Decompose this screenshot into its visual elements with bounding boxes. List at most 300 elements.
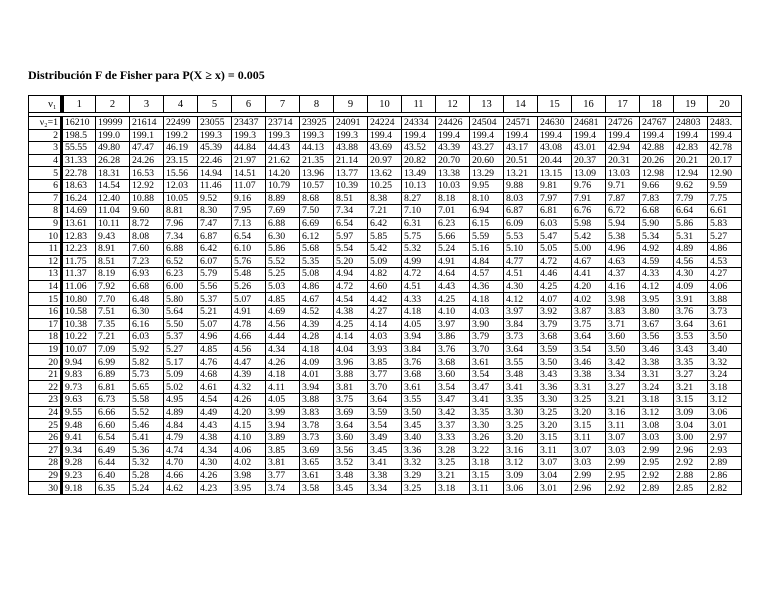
row-header-df2: 21: [29, 368, 62, 381]
table-cell: 10.39: [334, 179, 368, 192]
table-cell: 3.67: [640, 318, 674, 331]
table-cell: 6.31: [402, 217, 436, 230]
table-cell: 3.12: [504, 457, 538, 470]
table-cell: 4.54: [334, 293, 368, 306]
table-cell: 14.51: [232, 167, 266, 180]
table-cell: 3.21: [674, 381, 708, 394]
table-cell: 9.62: [674, 179, 708, 192]
table-cell: 6.54: [232, 230, 266, 243]
table-cell: 10.57: [300, 179, 334, 192]
table-cell: 3.54: [572, 343, 606, 356]
column-header-df1: 4: [164, 96, 198, 113]
table-cell: 4.72: [402, 268, 436, 281]
table-cell: 5.00: [572, 242, 606, 255]
table-cell: 3.76: [436, 343, 470, 356]
table-cell: 5.73: [130, 368, 164, 381]
table-cell: 23714: [266, 117, 300, 130]
table-cell: 4.52: [300, 305, 334, 318]
table-row: [29, 192, 742, 205]
table-cell: 8.91: [96, 242, 130, 255]
table-cell: 3.61: [470, 356, 504, 369]
table-cell: 14.94: [198, 167, 232, 180]
table-cell: 4.28: [300, 331, 334, 344]
table-cell: 20.51: [504, 154, 538, 167]
table-cell: 5.02: [164, 381, 198, 394]
table-cell: 199.4: [640, 129, 674, 142]
table-cell: 3.00: [674, 431, 708, 444]
table-cell: 6.54: [96, 431, 130, 444]
table-cell: 3.89: [266, 431, 300, 444]
table-row: [29, 305, 742, 318]
table-row: [29, 331, 742, 344]
table-cell: 3.61: [402, 381, 436, 394]
table-cell: 3.07: [606, 431, 640, 444]
table-cell: 199.4: [538, 129, 572, 142]
table-cell: 13.77: [334, 167, 368, 180]
table-cell: 6.60: [96, 419, 130, 432]
table-row: [29, 242, 742, 255]
corner-label: ν₁: [29, 96, 62, 113]
table-cell: 5.32: [402, 242, 436, 255]
table-cell: 7.60: [130, 242, 164, 255]
table-cell: 7.21: [96, 331, 130, 344]
table-cell: 4.64: [436, 268, 470, 281]
table-cell: 9.63: [62, 394, 96, 407]
table-cell: 5.54: [334, 242, 368, 255]
table-cell: 3.21: [606, 394, 640, 407]
table-cell: 14.54: [96, 179, 130, 192]
table-cell: 5.34: [640, 230, 674, 243]
table-cell: 5.10: [504, 242, 538, 255]
table-cell: 3.18: [708, 381, 742, 394]
table-cell: 3.83: [606, 305, 640, 318]
table-cell: 4.70: [164, 457, 198, 470]
table-cell: 199.1: [130, 129, 164, 142]
table-cell: 3.38: [368, 469, 402, 482]
table-cell: 9.43: [96, 230, 130, 243]
table-cell: 2.96: [674, 444, 708, 457]
table-cell: 4.14: [334, 331, 368, 344]
table-cell: 3.30: [470, 419, 504, 432]
table-cell: 4.60: [368, 280, 402, 293]
row-header-df2: 5: [29, 167, 62, 180]
table-cell: 4.67: [300, 293, 334, 306]
table-cell: 12.40: [96, 192, 130, 205]
table-cell: 5.83: [708, 217, 742, 230]
table-cell: 4.39: [300, 318, 334, 331]
table-cell: 5.56: [198, 280, 232, 293]
table-cell: 3.85: [368, 356, 402, 369]
table-cell: 10.38: [62, 318, 96, 331]
row-header-df2: 26: [29, 431, 62, 444]
table-cell: 3.04: [674, 419, 708, 432]
table-cell: 9.48: [62, 419, 96, 432]
column-header-df1: 8: [300, 96, 334, 113]
table-cell: 3.36: [402, 444, 436, 457]
table-cell: 3.29: [402, 469, 436, 482]
table-cell: 199.4: [606, 129, 640, 142]
column-header-df1: 11: [402, 96, 436, 113]
row-header-df2: 27: [29, 444, 62, 457]
table-cell: 3.07: [538, 457, 572, 470]
table-cell: 20.17: [708, 154, 742, 167]
table-cell: 3.81: [266, 457, 300, 470]
table-cell: 3.94: [402, 331, 436, 344]
table-cell: 4.20: [572, 280, 606, 293]
table-cell: 4.18: [300, 343, 334, 356]
table-cell: 3.11: [606, 419, 640, 432]
table-row: [29, 431, 742, 444]
row-header-df2: 10: [29, 230, 62, 243]
table-cell: 7.01: [436, 205, 470, 218]
table-cell: 7.09: [96, 343, 130, 356]
table-cell: 4.68: [198, 368, 232, 381]
table-cell: 6.99: [96, 356, 130, 369]
table-row: [29, 482, 742, 495]
table-cell: 10.79: [266, 179, 300, 192]
row-header-df2: 24: [29, 406, 62, 419]
table-cell: 7.83: [640, 192, 674, 205]
row-header-df2: 16: [29, 305, 62, 318]
table-cell: 6.07: [198, 255, 232, 268]
table-cell: 2.99: [606, 457, 640, 470]
table-cell: 3.09: [674, 406, 708, 419]
column-header-df1: 20: [708, 96, 742, 113]
table-cell: 10.05: [164, 192, 198, 205]
table-cell: 12.90: [708, 167, 742, 180]
table-cell: 3.64: [572, 331, 606, 344]
table-cell: 4.49: [198, 406, 232, 419]
table-cell: 2.82: [708, 482, 742, 495]
table-cell: 3.38: [572, 368, 606, 381]
table-cell: 4.79: [164, 431, 198, 444]
table-cell: 199.3: [300, 129, 334, 142]
table-cell: 3.30: [538, 394, 572, 407]
row-header-df2: 22: [29, 381, 62, 394]
row-header-df2: 30: [29, 482, 62, 495]
table-cell: 3.69: [300, 444, 334, 457]
table-cell: 4.10: [436, 305, 470, 318]
table-cell: 44.43: [266, 142, 300, 155]
table-cell: 6.48: [130, 293, 164, 306]
table-cell: 4.09: [300, 356, 334, 369]
table-cell: 4.92: [640, 242, 674, 255]
table-cell: 6.52: [164, 255, 198, 268]
table-cell: 4.25: [538, 280, 572, 293]
table-cell: 2483.: [708, 117, 742, 130]
table-cell: 4.51: [504, 268, 538, 281]
table-cell: 3.01: [708, 419, 742, 432]
table-cell: 5.48: [232, 268, 266, 281]
table-cell: 3.15: [470, 469, 504, 482]
table-cell: 6.09: [504, 217, 538, 230]
table-cell: 9.73: [62, 381, 96, 394]
table-cell: 5.26: [232, 280, 266, 293]
table-cell: 3.40: [708, 343, 742, 356]
table-cell: 20.82: [402, 154, 436, 167]
table-cell: 9.88: [504, 179, 538, 192]
table-cell: 3.98: [606, 293, 640, 306]
table-cell: 199.4: [470, 129, 504, 142]
table-cell: 3.07: [572, 444, 606, 457]
table-cell: 10.07: [62, 343, 96, 356]
column-header-df1: 2: [96, 96, 130, 113]
table-cell: 9.34: [62, 444, 96, 457]
table-cell: 3.87: [572, 305, 606, 318]
table-cell: 7.23: [130, 255, 164, 268]
table-cell: 3.31: [640, 368, 674, 381]
table-row: [29, 394, 742, 407]
table-cell: 13.38: [436, 167, 470, 180]
table-cell: 21614: [130, 117, 164, 130]
table-cell: 5.85: [368, 230, 402, 243]
table-cell: 42.94: [606, 142, 640, 155]
row-header-df2: 18: [29, 331, 62, 344]
table-cell: 9.41: [62, 431, 96, 444]
table-cell: 22499: [164, 117, 198, 130]
table-row: [29, 154, 742, 167]
table-cell: 3.79: [538, 318, 572, 331]
table-cell: 43.39: [436, 142, 470, 155]
table-cell: 24803: [674, 117, 708, 130]
table-cell: 4.69: [266, 305, 300, 318]
table-cell: 8.38: [368, 192, 402, 205]
table-cell: 5.24: [436, 242, 470, 255]
table-cell: 43.27: [470, 142, 504, 155]
table-cell: 3.96: [334, 356, 368, 369]
table-cell: 5.41: [130, 431, 164, 444]
table-cell: 3.45: [368, 444, 402, 457]
table-cell: 3.86: [436, 331, 470, 344]
table-cell: 5.80: [164, 293, 198, 306]
table-cell: 4.66: [232, 331, 266, 344]
table-cell: 18.31: [96, 167, 130, 180]
table-cell: 3.01: [538, 482, 572, 495]
table-cell: 4.34: [266, 343, 300, 356]
table-cell: 7.70: [96, 293, 130, 306]
table-cell: 7.34: [164, 230, 198, 243]
table-cell: 21.35: [300, 154, 334, 167]
table-cell: 8.51: [334, 192, 368, 205]
table-cell: 6.42: [368, 217, 402, 230]
table-cell: 6.76: [572, 205, 606, 218]
table-cell: 3.70: [368, 381, 402, 394]
table-cell: 3.59: [538, 343, 572, 356]
table-cell: 4.51: [402, 280, 436, 293]
table-cell: 5.47: [538, 230, 572, 243]
column-header-df1: 5: [198, 96, 232, 113]
table-cell: 5.35: [300, 255, 334, 268]
table-cell: 6.16: [130, 318, 164, 331]
table-cell: 3.11: [572, 431, 606, 444]
table-cell: 3.73: [300, 431, 334, 444]
column-header-df1: 13: [470, 96, 504, 113]
table-cell: 3.68: [538, 331, 572, 344]
table-cell: 5.24: [130, 482, 164, 495]
table-cell: 4.05: [402, 318, 436, 331]
table-cell: 3.50: [708, 331, 742, 344]
table-row: [29, 217, 742, 230]
table-cell: 4.04: [334, 343, 368, 356]
table-cell: 2.92: [606, 482, 640, 495]
table-cell: 5.32: [130, 457, 164, 470]
table-cell: 9.76: [572, 179, 606, 192]
table-cell: 55.55: [62, 142, 96, 155]
table-cell: 3.15: [674, 394, 708, 407]
table-cell: 3.35: [504, 394, 538, 407]
table-cell: 8.81: [164, 205, 198, 218]
table-cell: 3.08: [640, 419, 674, 432]
table-cell: 4.14: [368, 318, 402, 331]
table-cell: 43.52: [402, 142, 436, 155]
table-cell: 4.23: [198, 482, 232, 495]
table-cell: 12.23: [62, 242, 96, 255]
table-cell: 5.75: [402, 230, 436, 243]
table-cell: 4.77: [504, 255, 538, 268]
table-cell: 10.22: [62, 331, 96, 344]
table-cell: 3.94: [266, 419, 300, 432]
table-cell: 3.75: [334, 394, 368, 407]
table-cell: 3.56: [334, 444, 368, 457]
table-cell: 6.15: [470, 217, 504, 230]
table-cell: 4.02: [232, 457, 266, 470]
header-row: [29, 96, 742, 113]
table-cell: 3.25: [504, 419, 538, 432]
table-cell: 6.88: [164, 242, 198, 255]
table-cell: 3.27: [606, 381, 640, 394]
table-cell: 43.88: [334, 142, 368, 155]
table-cell: 3.78: [300, 419, 334, 432]
table-cell: 3.68: [436, 356, 470, 369]
table-cell: 2.85: [674, 482, 708, 495]
table-cell: 44.13: [300, 142, 334, 155]
table-cell: 3.46: [640, 343, 674, 356]
table-cell: 4.67: [572, 255, 606, 268]
table-cell: 12.92: [130, 179, 164, 192]
table-cell: 3.25: [402, 482, 436, 495]
table-cell: 3.28: [436, 444, 470, 457]
table-cell: 2.89: [640, 482, 674, 495]
table-cell: 13.96: [300, 167, 334, 180]
row-header-df2: 14: [29, 280, 62, 293]
table-cell: 4.02: [572, 293, 606, 306]
table-cell: 6.73: [96, 394, 130, 407]
table-cell: 46.19: [164, 142, 198, 155]
table-cell: 10.80: [62, 293, 96, 306]
table-cell: 3.47: [470, 381, 504, 394]
table-cell: 4.95: [164, 394, 198, 407]
table-cell: 3.84: [504, 318, 538, 331]
table-cell: 3.90: [470, 318, 504, 331]
table-cell: 3.26: [470, 431, 504, 444]
table-cell: 3.18: [436, 482, 470, 495]
table-cell: 6.61: [708, 205, 742, 218]
table-cell: 49.80: [96, 142, 130, 155]
row-header-df2: 3: [29, 142, 62, 155]
table-row: [29, 117, 742, 130]
table-cell: 20.31: [606, 154, 640, 167]
table-cell: 5.28: [130, 469, 164, 482]
table-cell: 3.18: [470, 457, 504, 470]
table-cell: 3.46: [572, 356, 606, 369]
table-cell: 5.09: [368, 255, 402, 268]
table-cell: 2.95: [606, 469, 640, 482]
table-cell: 4.54: [198, 394, 232, 407]
table-cell: 3.60: [334, 431, 368, 444]
table-row: [29, 343, 742, 356]
table-cell: 7.91: [572, 192, 606, 205]
table-cell: 5.68: [300, 242, 334, 255]
table-cell: 14.69: [62, 205, 96, 218]
row-header-df2: 25: [29, 419, 62, 432]
table-row: [29, 142, 742, 155]
table-cell: 199.3: [334, 129, 368, 142]
table-row: [29, 280, 742, 293]
column-header-df1: 17: [606, 96, 640, 113]
table-cell: 10.58: [62, 305, 96, 318]
table-cell: 4.12: [504, 293, 538, 306]
table-row: [29, 381, 742, 394]
table-cell: 4.96: [606, 242, 640, 255]
row-header-df2: 11: [29, 242, 62, 255]
table-cell: 3.42: [436, 406, 470, 419]
table-cell: 5.50: [164, 318, 198, 331]
table-cell: 3.64: [504, 343, 538, 356]
table-cell: 20.70: [436, 154, 470, 167]
table-cell: 2.86: [708, 469, 742, 482]
table-cell: 16210: [62, 117, 96, 130]
table-cell: 3.12: [708, 394, 742, 407]
table-cell: 3.11: [470, 482, 504, 495]
table-cell: 23925: [300, 117, 334, 130]
table-cell: 7.50: [300, 205, 334, 218]
table-row: [29, 318, 742, 331]
table-cell: 5.03: [266, 280, 300, 293]
table-cell: 4.09: [674, 280, 708, 293]
table-cell: 4.03: [470, 305, 504, 318]
table-cell: 4.94: [334, 268, 368, 281]
table-cell: 3.94: [300, 381, 334, 394]
table-cell: 43.17: [504, 142, 538, 155]
table-cell: 24334: [402, 117, 436, 130]
table-cell: 3.38: [640, 356, 674, 369]
table-cell: 4.84: [164, 419, 198, 432]
table-cell: 199.0: [96, 129, 130, 142]
column-header-df1: 16: [572, 96, 606, 113]
table-cell: 199.4: [708, 129, 742, 142]
table-cell: 8.10: [470, 192, 504, 205]
table-cell: 3.74: [266, 482, 300, 495]
row-header-df2: 28: [29, 457, 62, 470]
table-cell: 5.76: [232, 255, 266, 268]
table-cell: 2.92: [674, 457, 708, 470]
table-cell: 3.03: [640, 431, 674, 444]
table-row: [29, 167, 742, 180]
table-cell: 5.53: [504, 230, 538, 243]
table-cell: 5.90: [640, 217, 674, 230]
table-cell: 23.15: [164, 154, 198, 167]
column-header-df1: 9: [334, 96, 368, 113]
table-cell: 3.55: [504, 356, 538, 369]
table-cell: 5.31: [674, 230, 708, 243]
table-cell: 10.03: [436, 179, 470, 192]
table-cell: 3.22: [470, 444, 504, 457]
table-cell: 4.07: [538, 293, 572, 306]
table-cell: 5.07: [232, 293, 266, 306]
table-cell: 3.41: [504, 381, 538, 394]
table-row: [29, 129, 742, 142]
table-cell: 4.44: [266, 331, 300, 344]
